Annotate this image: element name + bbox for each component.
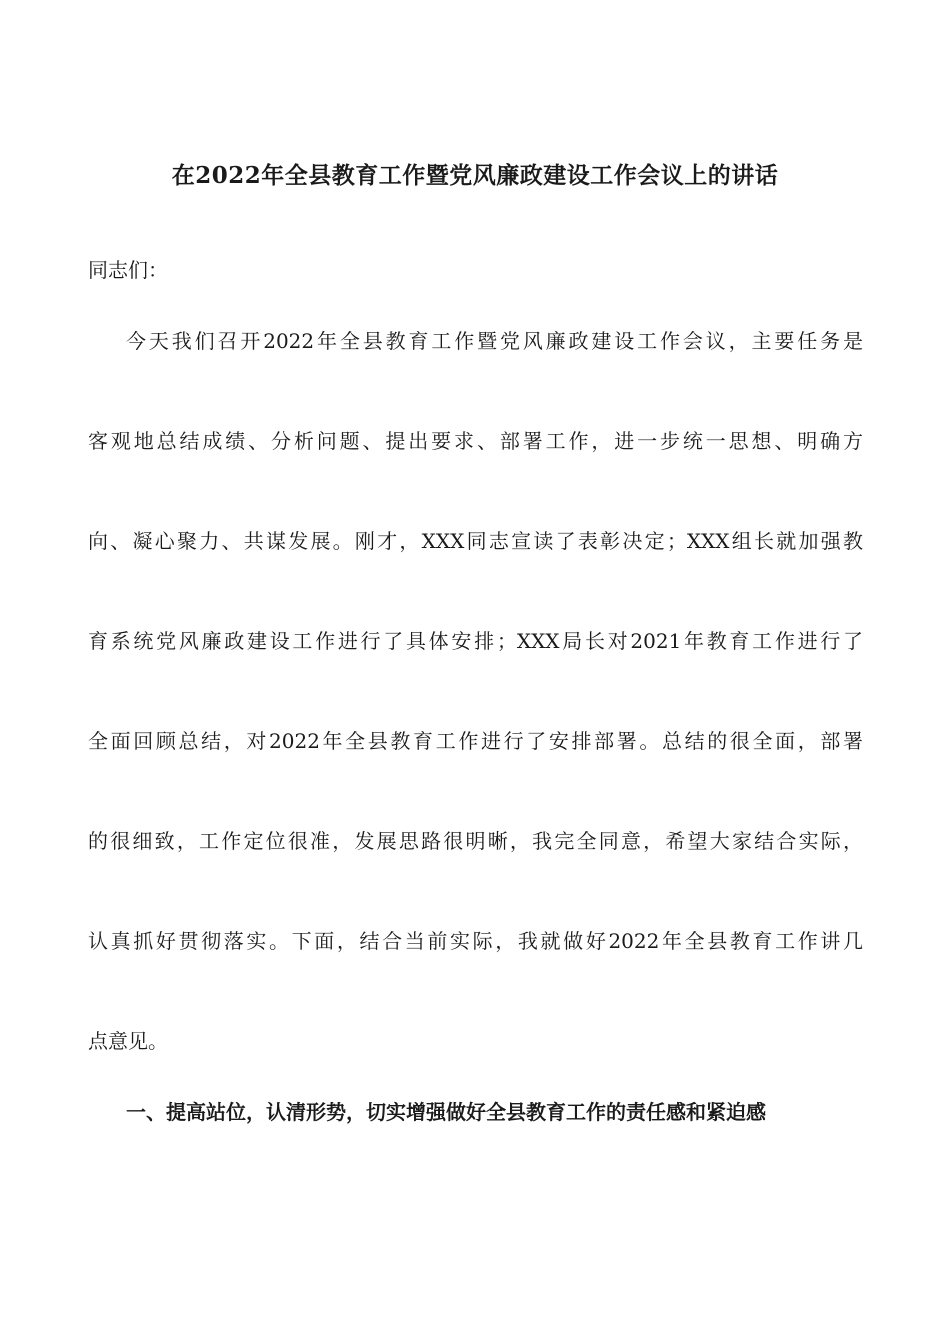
paragraph-line: 点意见。 <box>88 1029 168 1053</box>
paragraph-line: 客观地总结成绩、分析问题、提出要求、部署工作，进一步统一思想、明确方 <box>88 429 863 453</box>
paragraph-line: 的很细致，工作定位很准，发展思路很明晰，我完全同意，希望大家结合实际， <box>88 829 863 853</box>
section-heading: 一、提高站位，认清形势，切实增强做好全县教育工作的责任感和紧迫感 <box>126 1100 766 1124</box>
paragraph-line: 育系统党风廉政建设工作进行了具体安排；XXX局长对2021年教育工作进行了 <box>88 629 863 653</box>
paragraph-line: 今天我们召开2022年全县教育工作暨党风廉政建设工作会议，主要任务是 <box>126 329 863 353</box>
paragraph-line: 认真抓好贯彻落实。下面，结合当前实际，我就做好2022年全县教育工作讲几 <box>88 929 863 953</box>
paragraph-line: 向、凝心聚力、共谋发展。刚才，XXX同志宣读了表彰决定；XXX组长就加强教 <box>88 529 863 553</box>
paragraph-line: 全面回顾总结，对2022年全县教育工作进行了安排部署。总结的很全面，部署 <box>88 729 863 753</box>
salutation: 同志们： <box>88 258 168 282</box>
document-title: 在2022年全县教育工作暨党风廉政建设工作会议上的讲话 <box>171 162 779 189</box>
